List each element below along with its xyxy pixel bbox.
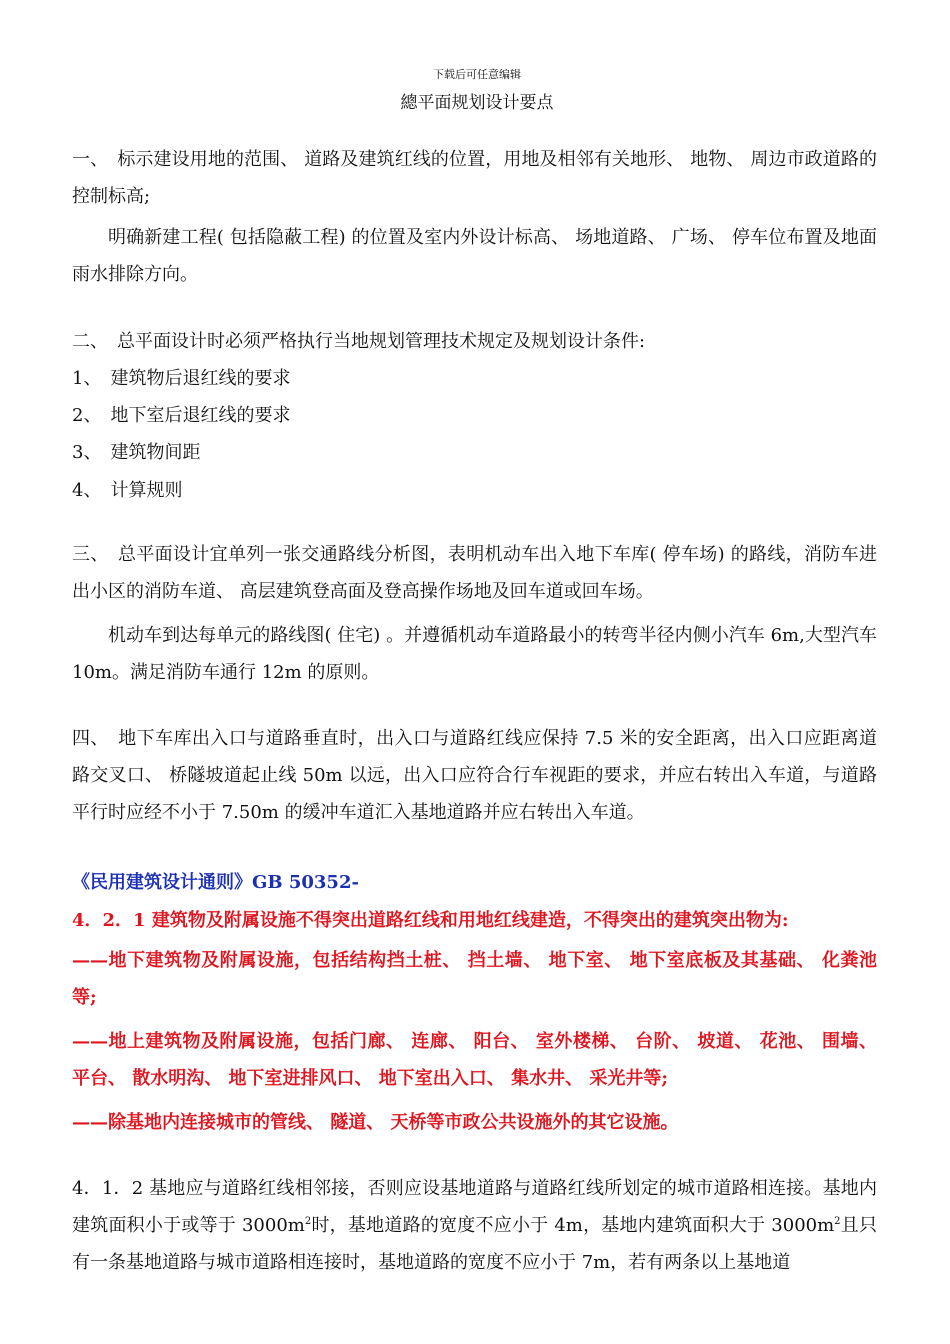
red-clause-heading: 4．2．1 建筑物及附属设施不得突出道路红线和用地红线建造，不得突出的建筑突出物为: — [72, 910, 789, 931]
red-clause-aboveground: ——地上建筑物及附属设施，包括门廊、 连廊、 阳台、 室外楼梯、 台阶、 坡道、 花池、 围墙、 平台、 散水明沟、 地下室进排风口、 地下室出入口、 集水井、 采光井等; — [72, 1031, 877, 1089]
section-2-item: 1、 建筑物后退红线的要求 — [72, 368, 291, 389]
clause-text-part: 时，基地道路的宽度不应小于 4m，基地内建筑面积大于 3000m — [311, 1215, 835, 1236]
document-title: 總平面规划设计要点 — [400, 93, 554, 113]
section-2-item: 2、 地下室后退红线的要求 — [72, 405, 291, 426]
section-2-paragraph: 二、 总平面设计时必须严格执行当地规划管理技术规定及规划设计条件: — [72, 331, 646, 352]
red-clause-underground: ——地下建筑物及附属设施，包括结构挡土桩、 挡土墙、 地下室、 地下室底板及其基础、 化粪池等; — [72, 950, 877, 1008]
clause-text-part: 且只有一条基地道路与城市道路相连接时，基地道路的宽度不应小于 7m，若有两条以上基地道 — [72, 1215, 877, 1273]
clause-text-part: 4．1．2 基地应与道路红线相邻接，否则应设基地道路与道路红线所划定的城市道路相连接。基地内建筑面积小于或等于 3000m — [72, 1178, 877, 1236]
download-note: 下载后可任意编辑 — [433, 68, 521, 81]
section-1-paragraph-2: 明确新建工程( 包括隐蔽工程) 的位置及室内外设计标高、 场地道路、 广场、 停车位布置及地面雨水排除方向。 — [72, 227, 877, 285]
section-4-paragraph: 四、 地下车库出入口与道路垂直时，出入口与道路红线应保持 7.5 米的安全距离，出入口应距离道路交叉口、 桥隧坡道起止线 50m 以远，出入口应符合行车视距的要求，并应右转出入车道，与道路平行时应经不小于 7.50m 的缓冲车道汇入基地道路并应右转出入车道。 — [72, 728, 877, 823]
superscript: 2 — [834, 1216, 841, 1227]
section-3-paragraph: 三、 总平面设计宜单列一张交通路线分析图，表明机动车出入地下车库( 停车场) 的路线，消防车进出小区的消防车道、 高层建筑登高面及登高操作场地及回车道或回车场。 — [72, 544, 877, 602]
section-3-paragraph-2: 机动车到达每单元的路线图( 住宅) 。并遵循机动车道路最小的转弯半径内侧小汽车 6m,大型汽车 10m。满足消防车通行 12m 的原则。 — [72, 625, 877, 683]
red-clause-exception: ——除基地内连接城市的管线、 隧道、 天桥等市政公共设施外的其它设施。 — [72, 1112, 679, 1133]
section-2-item: 3、 建筑物间距 — [72, 442, 201, 463]
section-2-item: 4、 计算规则 — [72, 480, 183, 501]
clause-4-1-2-paragraph — [72, 1170, 877, 1281]
standard-title: 《民用建筑设计通则》GB 50352- — [72, 872, 359, 893]
superscript: 2 — [304, 1216, 312, 1227]
section-1-paragraph: 一、 标示建设用地的范围、 道路及建筑红线的位置，用地及相邻有关地形、 地物、 周边市政道路的控制标高; — [72, 149, 877, 207]
